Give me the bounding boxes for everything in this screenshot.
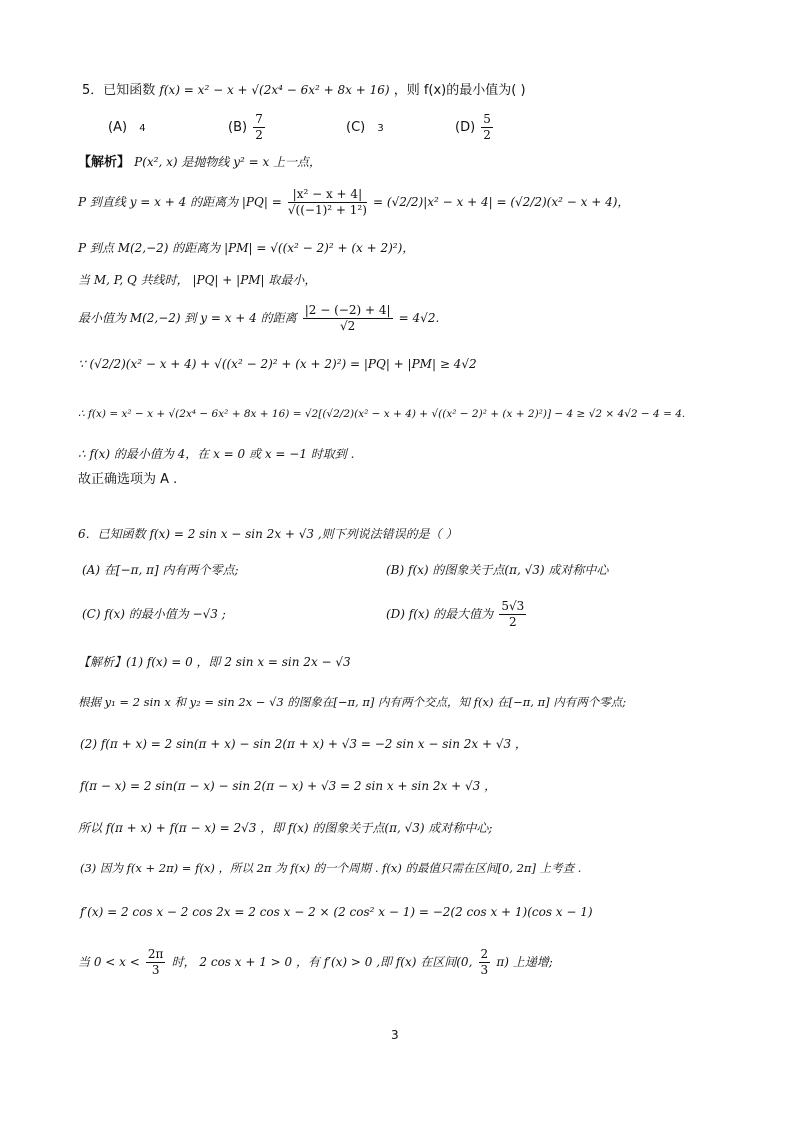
q6-solution-l1: 【解析】(1) f(x) = 0 ，即 2 sin x = sin 2x − √3 (78, 655, 351, 669)
q6-solution-l8e: π) 上递增; (496, 955, 553, 969)
q6-solution-l8d-num: 2 (480, 947, 489, 961)
q6-solution-l8a: 当 0 < x < (78, 955, 140, 969)
q6-solution-l8c: 时， 2 cos x + 1 > 0 ，有 f′(x) > 0 ,即 f(x) 在区间(0, (171, 955, 473, 969)
q6-option-a (82, 560, 239, 581)
q6-solution-l7: f′(x) = 2 cos x − 2 cos 2x = 2 cos x − 2 × (2 cos² x − 1) = −2(2 cos x + 1)(cos x − 1) (80, 905, 593, 919)
q6-solution-line-3 (80, 734, 527, 755)
q5-option-a-label: (A) (108, 120, 128, 135)
q5-option-a-value: 4 (139, 123, 146, 134)
q5-option-d-label: (D) (455, 120, 476, 135)
q5-option-b (228, 108, 267, 148)
q6-option-d-num: 5√3 (501, 599, 525, 613)
q6-solution-l4: f(π − x) = 2 sin(π − x) − sin 2(π − x) + √3 = 2 sin x + sin 2x + √3 ， (80, 779, 497, 793)
q5-option-c (346, 118, 384, 139)
q5-option-c-value: 3 (377, 123, 384, 134)
q6-solution-l8-fraction-2 (479, 947, 491, 978)
q5-solution-line-3 (78, 238, 414, 259)
q5-solution-l1: P(x², x) 是抛物线 y² = x 上一点， (134, 155, 322, 169)
q6-option-d-fraction (499, 599, 526, 630)
q5-solution-line-1 (78, 152, 321, 173)
q6-solution-line-4 (80, 776, 496, 797)
q5-option-d (455, 108, 495, 148)
q6-stem (78, 524, 458, 545)
q6-solution-l8b-num: 2π (147, 947, 164, 961)
q6-option-d (386, 594, 528, 635)
q5-solution-l5a: 最小值为 M(2,−2) 到 y = x + 4 的距离 (78, 311, 297, 325)
q5-option-c-label: (C) (346, 120, 366, 135)
q6-solution-l5: 所以 f(π + x) + f(π − x) = 2√3 ，即 f(x) 的图象关于点(π, √3) 成对称中心; (78, 821, 493, 835)
q5-solution-tag: 【解析】 (78, 155, 131, 170)
q5-option-b-den: 2 (255, 128, 263, 142)
q5-stem (82, 80, 526, 101)
q5-option-b-label: (B) (228, 120, 248, 135)
q5-option-d-den: 2 (483, 128, 491, 142)
q6-solution-l8-fraction-1 (146, 947, 166, 978)
q6-option-d-prefix: (D) f(x) 的最大值为 (386, 607, 494, 621)
q5-solution-l5b: |2 − (−2) + 4| (304, 303, 391, 317)
q6-option-b (386, 560, 608, 581)
q5-option-b-num: 7 (255, 112, 263, 126)
q6-solution-line-7 (80, 902, 593, 923)
q5-solution-line-6 (78, 354, 477, 375)
q5-stem-formula: f(x) = x² − x + √(2x⁴ − 6x² + 8x + 16) (159, 83, 390, 97)
q5-solution-l8: ∴ f(x) 的最小值为 4，在 x = 0 或 x = −1 时取到 . (78, 447, 355, 461)
q6-stem-text: 6．已知函数 f(x) = 2 sin x − sin 2x + √3 ,则下列说法错误的是（ ） (78, 527, 458, 541)
q5-solution-l9: 故正确选项为 A . (78, 472, 178, 487)
q5-solution-line-4 (78, 270, 316, 291)
q5-solution-l2b: |x² − x + 4| (288, 187, 367, 203)
q6-solution-l6: (3) 因为 f(x + 2π) = f(x) ，所以 2π 为 f(x) 的一个周期 . f(x) 的最值只需在区间[0, 2π] 上考查 . (80, 861, 582, 875)
q5-solution-l2d: = (√2/2)|x² − x + 4| = (√2/2)(x² − x + 4)， (373, 195, 630, 209)
q6-solution-l3: (2) f(π + x) = 2 sin(π + x) − sin 2(π + x) + √3 = −2 sin x − sin 2x + √3 ， (80, 737, 527, 751)
q6-solution-l8b-den: 3 (151, 963, 160, 977)
q5-stem-prefix: 5．已知函数 (82, 83, 156, 98)
q5-stem-suffix: ，则 f(x)的最小值为( ) (393, 83, 526, 98)
q5-solution-line-2 (78, 180, 629, 225)
q5-solution-l5-fraction (303, 303, 393, 334)
q5-solution-l2c: √((−1)² + 1²) (287, 203, 367, 217)
q5-solution-l5d: = 4√2. (398, 311, 440, 325)
q5-option-d-num: 5 (483, 112, 491, 126)
q6-option-c-text: (C) f(x) 的最小值为 −√3 ; (82, 607, 226, 621)
q6-solution-line-2 (78, 692, 626, 713)
q6-solution-line-5 (78, 818, 492, 839)
q6-solution-line-8 (78, 940, 553, 985)
q6-option-d-den: 2 (508, 615, 517, 629)
q5-solution-line-9 (78, 470, 177, 490)
q6-solution-line-1 (78, 652, 351, 673)
q5-solution-line-5 (78, 296, 439, 341)
q5-option-a (108, 118, 146, 139)
q5-solution-l7: ∴ f(x) = x² − x + √(2x⁴ − 6x² + 8x + 16) = √2[(√2/2)(x² − x + 4) + √((x² − 2)² + (x + 2)²)] − 4 ≥ √2 × 4√2 − 4 = 4. (78, 408, 686, 420)
page-number: 3 (391, 1028, 399, 1042)
q6-option-b-text: (B) f(x) 的图象关于点(π, √3) 成对称中心 (386, 563, 609, 577)
q5-solution-l4: 当 M, P, Q 共线时， |PQ| + |PM| 取最小， (78, 273, 317, 287)
q5-solution-line-8 (78, 444, 354, 465)
q5-solution-l3: P 到点 M(2,−2) 的距离为 |PM| = √((x² − 2)² + (x + 2)²)， (78, 241, 415, 255)
q5-solution-l2a: P 到直线 y = x + 4 的距离为 |PQ| = (78, 195, 282, 209)
q6-solution-l8d-den: 3 (480, 963, 489, 977)
q6-option-a-text: (A) 在[−π, π] 内有两个零点; (82, 563, 239, 577)
q5-option-b-fraction (253, 112, 265, 143)
q5-solution-l5c: √2 (340, 319, 356, 333)
q5-option-d-fraction (481, 112, 493, 143)
q6-solution-l2: 根据 y₁ = 2 sin x 和 y₂ = sin 2x − √3 的图象在[−π, π] 内有两个交点，知 f(x) 在[−π, π] 内有两个零点; (78, 695, 627, 709)
q6-solution-line-6 (80, 858, 581, 879)
q6-option-c (82, 604, 226, 625)
q5-solution-line-7 (78, 404, 685, 424)
q5-solution-l2-fraction (288, 187, 367, 218)
q5-solution-l6: ∵ (√2/2)(x² − x + 4) + √((x² − 2)² + (x + 2)²) = |PQ| + |PM| ≥ 4√2 (78, 357, 477, 371)
